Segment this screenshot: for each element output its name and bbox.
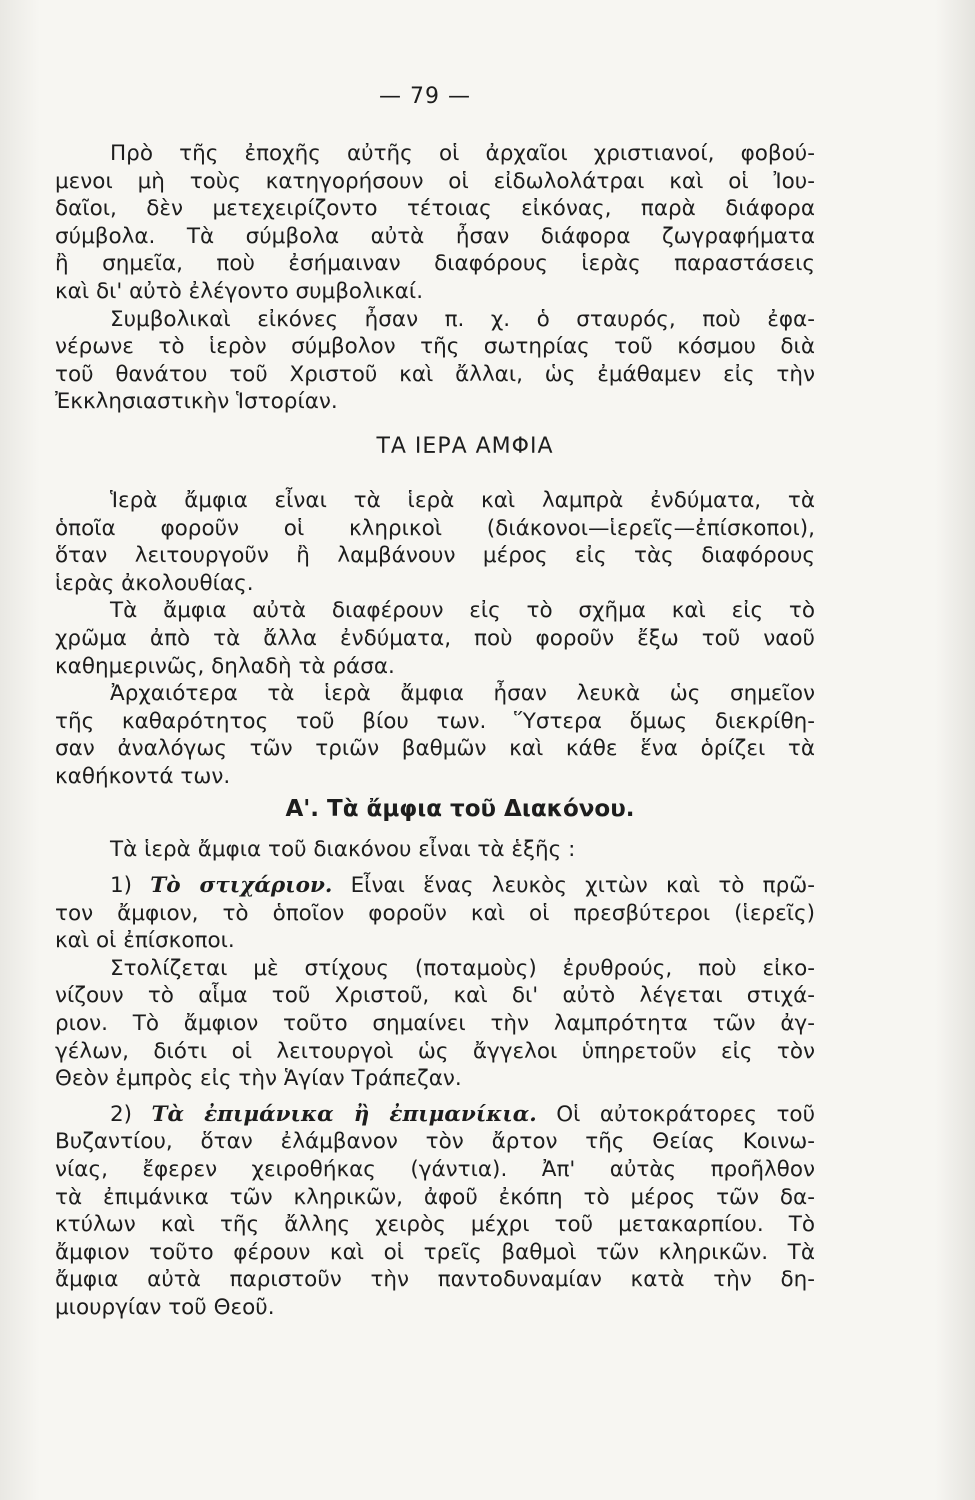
item-title: Τὸ στιχάριον. [150,873,333,899]
text-line: τὰ ἐπιμάνικα τῶν κληρικῶν, ἀφοῦ ἐκόπη τὸ μέρος τῶν δα- [55,1184,815,1210]
text-line: ἄμφιον τοῦτο φέρουν καὶ οἱ τρεῖς βαθμοὶ τῶν κληρικῶν. Τὰ [55,1239,815,1265]
text-segment: Εἶναι ἕνας λευκὸς χιτὼν καὶ τὸ πρῶ- [350,873,815,899]
text-line: δαῖοι, δὲν μετεχειρίζοντο τέτοιας εἰκόνας, παρὰ διάφορα [55,196,815,222]
text-line: Τὰ ἱερὰ ἄμφια τοῦ διακόνου εἶναι τὰ ἑξῆς : [110,837,576,863]
text-line: τῆς καθαρότητος τοῦ βίου των. Ὕστερα ὅμως διεκρίθη- [55,708,815,734]
page-number: — 79 — [379,84,471,109]
text-line [55,872,815,900]
text-line: Βυζαντίου, ὅταν ἐλάμβανον τὸν ἄρτον τῆς Θείας Κοινω- [55,1129,815,1155]
item-title: Τὰ ἐπιμάνικα ἢ ἐπιμανίκια. [151,1101,537,1127]
text-line: νέρωνε τὸ ἱερὸν σύμβολον τῆς σωτηρίας τοῦ κόσμου διὰ [55,334,815,360]
item-number: 1) [110,873,133,899]
text-line: Τὰ ἄμφια αὐτὰ διαφέρουν εἰς τὸ σχῆμα καὶ εἰς τὸ [110,598,815,624]
text-line: ὁποῖα φοροῦν οἱ κληρικοὶ (διάκονοι—ἱερεῖς—ἐπίσκοποι), [55,515,815,541]
text-line: σαν ἀναλόγως τῶν τριῶν βαθμῶν καὶ κάθε ἕνα ὁρίζει τὰ [55,736,815,762]
text-line: ἄμφια αὐτὰ παριστοῦν τὴν παντοδυναμίαν κατὰ τὴν δη- [55,1267,815,1293]
section-title: ΤΑ ΙΕΡΑ ΑΜΦΙΑ [376,433,554,459]
subsection-title: Α'. Τὰ ἄμφια τοῦ Διακόνου. [285,796,635,823]
text-line: ἱερὰς ἀκολουθίας. [55,570,254,596]
text-line: καὶ δι' αὐτὸ ἐλέγοντο συμβολικαί. [55,278,424,304]
text-line: μενοι μὴ τοὺς κατηγορήσουν οἱ εἰδωλολάτραι καὶ οἱ Ἰου- [55,168,815,194]
text-line: νίας, ἔφερεν χειροθήκας (γάντια). Ἀπ' αὐτὰς προῆλθον [55,1157,815,1182]
text-line: Ἀρχαιότερα τὰ ἱερὰ ἄμφια ἦσαν λευκὰ ὡς σημεῖον [110,681,815,707]
text-line: Θεὸν ἐμπρὸς εἰς τὴν Ἁγίαν Τράπεζαν. [55,1066,462,1092]
text-line: ὅταν λειτουργοῦν ἢ λαμβάνουν μέρος εἰς τὰς διαφόρους [55,543,815,569]
text-line: μιουργίαν τοῦ Θεοῦ. [55,1294,275,1320]
text-line: Συμβολικαὶ εἰκόνες ἦσαν π. χ. ὁ σταυρός, ποὺ ἐφα- [110,306,815,332]
text-line: Πρὸ τῆς ἐποχῆς αὐτῆς οἱ ἀρχαῖοι χριστιανοί, φοβού- [110,141,815,166]
text-segment: Οἱ αὐτοκράτορες τοῦ [556,1101,815,1127]
text-line: ριον. Τὸ ἄμφιον τοῦτο σημαίνει τὴν λαμπρότητα τῶν ἀγ- [55,1011,815,1037]
text-line: καὶ οἱ ἐπίσκοποι. [55,928,235,954]
text-line: γέλων, διότι οἱ λειτουργοὶ ὡς ἄγγελοι ὑπηρετοῦν εἰς τὸν [55,1038,815,1064]
text-line: τοῦ θανάτου τοῦ Χριστοῦ καὶ ἄλλαι, ὡς ἐμάθαμεν εἰς τὴν [55,361,815,387]
page-text [55,140,815,1322]
text-line: κτύλων καὶ τῆς ἄλλης χειρὸς μέχρι τοῦ μετακαρπίου. Τὸ [55,1212,815,1238]
text-line: Ἱερὰ ἄμφια εἶναι τὰ ἱερὰ καὶ λαμπρὰ ἐνδύματα, τὰ [110,487,815,513]
text-line: καθημερινῶς, δηλαδὴ τὰ ράσα. [55,653,395,679]
text-line: σύμβολα. Τὰ σύμβολα αὐτὰ ἦσαν διάφορα ζωγραφήματα [55,223,815,249]
text-line: καθήκοντά των. [55,763,231,789]
text-line: τον ἄμφιον, τὸ ὁποῖον φοροῦν καὶ οἱ πρεσβύτεροι (ἱερεῖς) [55,900,815,926]
text-line: νίζουν τὸ αἷμα τοῦ Χριστοῦ, καὶ δι' αὐτὸ λέγεται στιχά- [55,983,815,1009]
text-line: χρῶμα ἀπὸ τὰ ἄλλα ἐνδύματα, ποὺ φοροῦν ἔξω τοῦ ναοῦ [55,625,815,651]
item-number: 2) [110,1101,133,1127]
text-line: Ἐκκλησιαστικὴν Ἱστορίαν. [55,389,338,415]
text-line [55,1101,815,1129]
text-line: Στολίζεται μὲ στίχους (ποταμοὺς) ἐρυθρούς, ποὺ εἰκο- [110,955,815,981]
text-line: ἢ σημεῖα, ποὺ ἐσήμαιναν διαφόρους ἱερὰς παραστάσεις [55,251,815,277]
